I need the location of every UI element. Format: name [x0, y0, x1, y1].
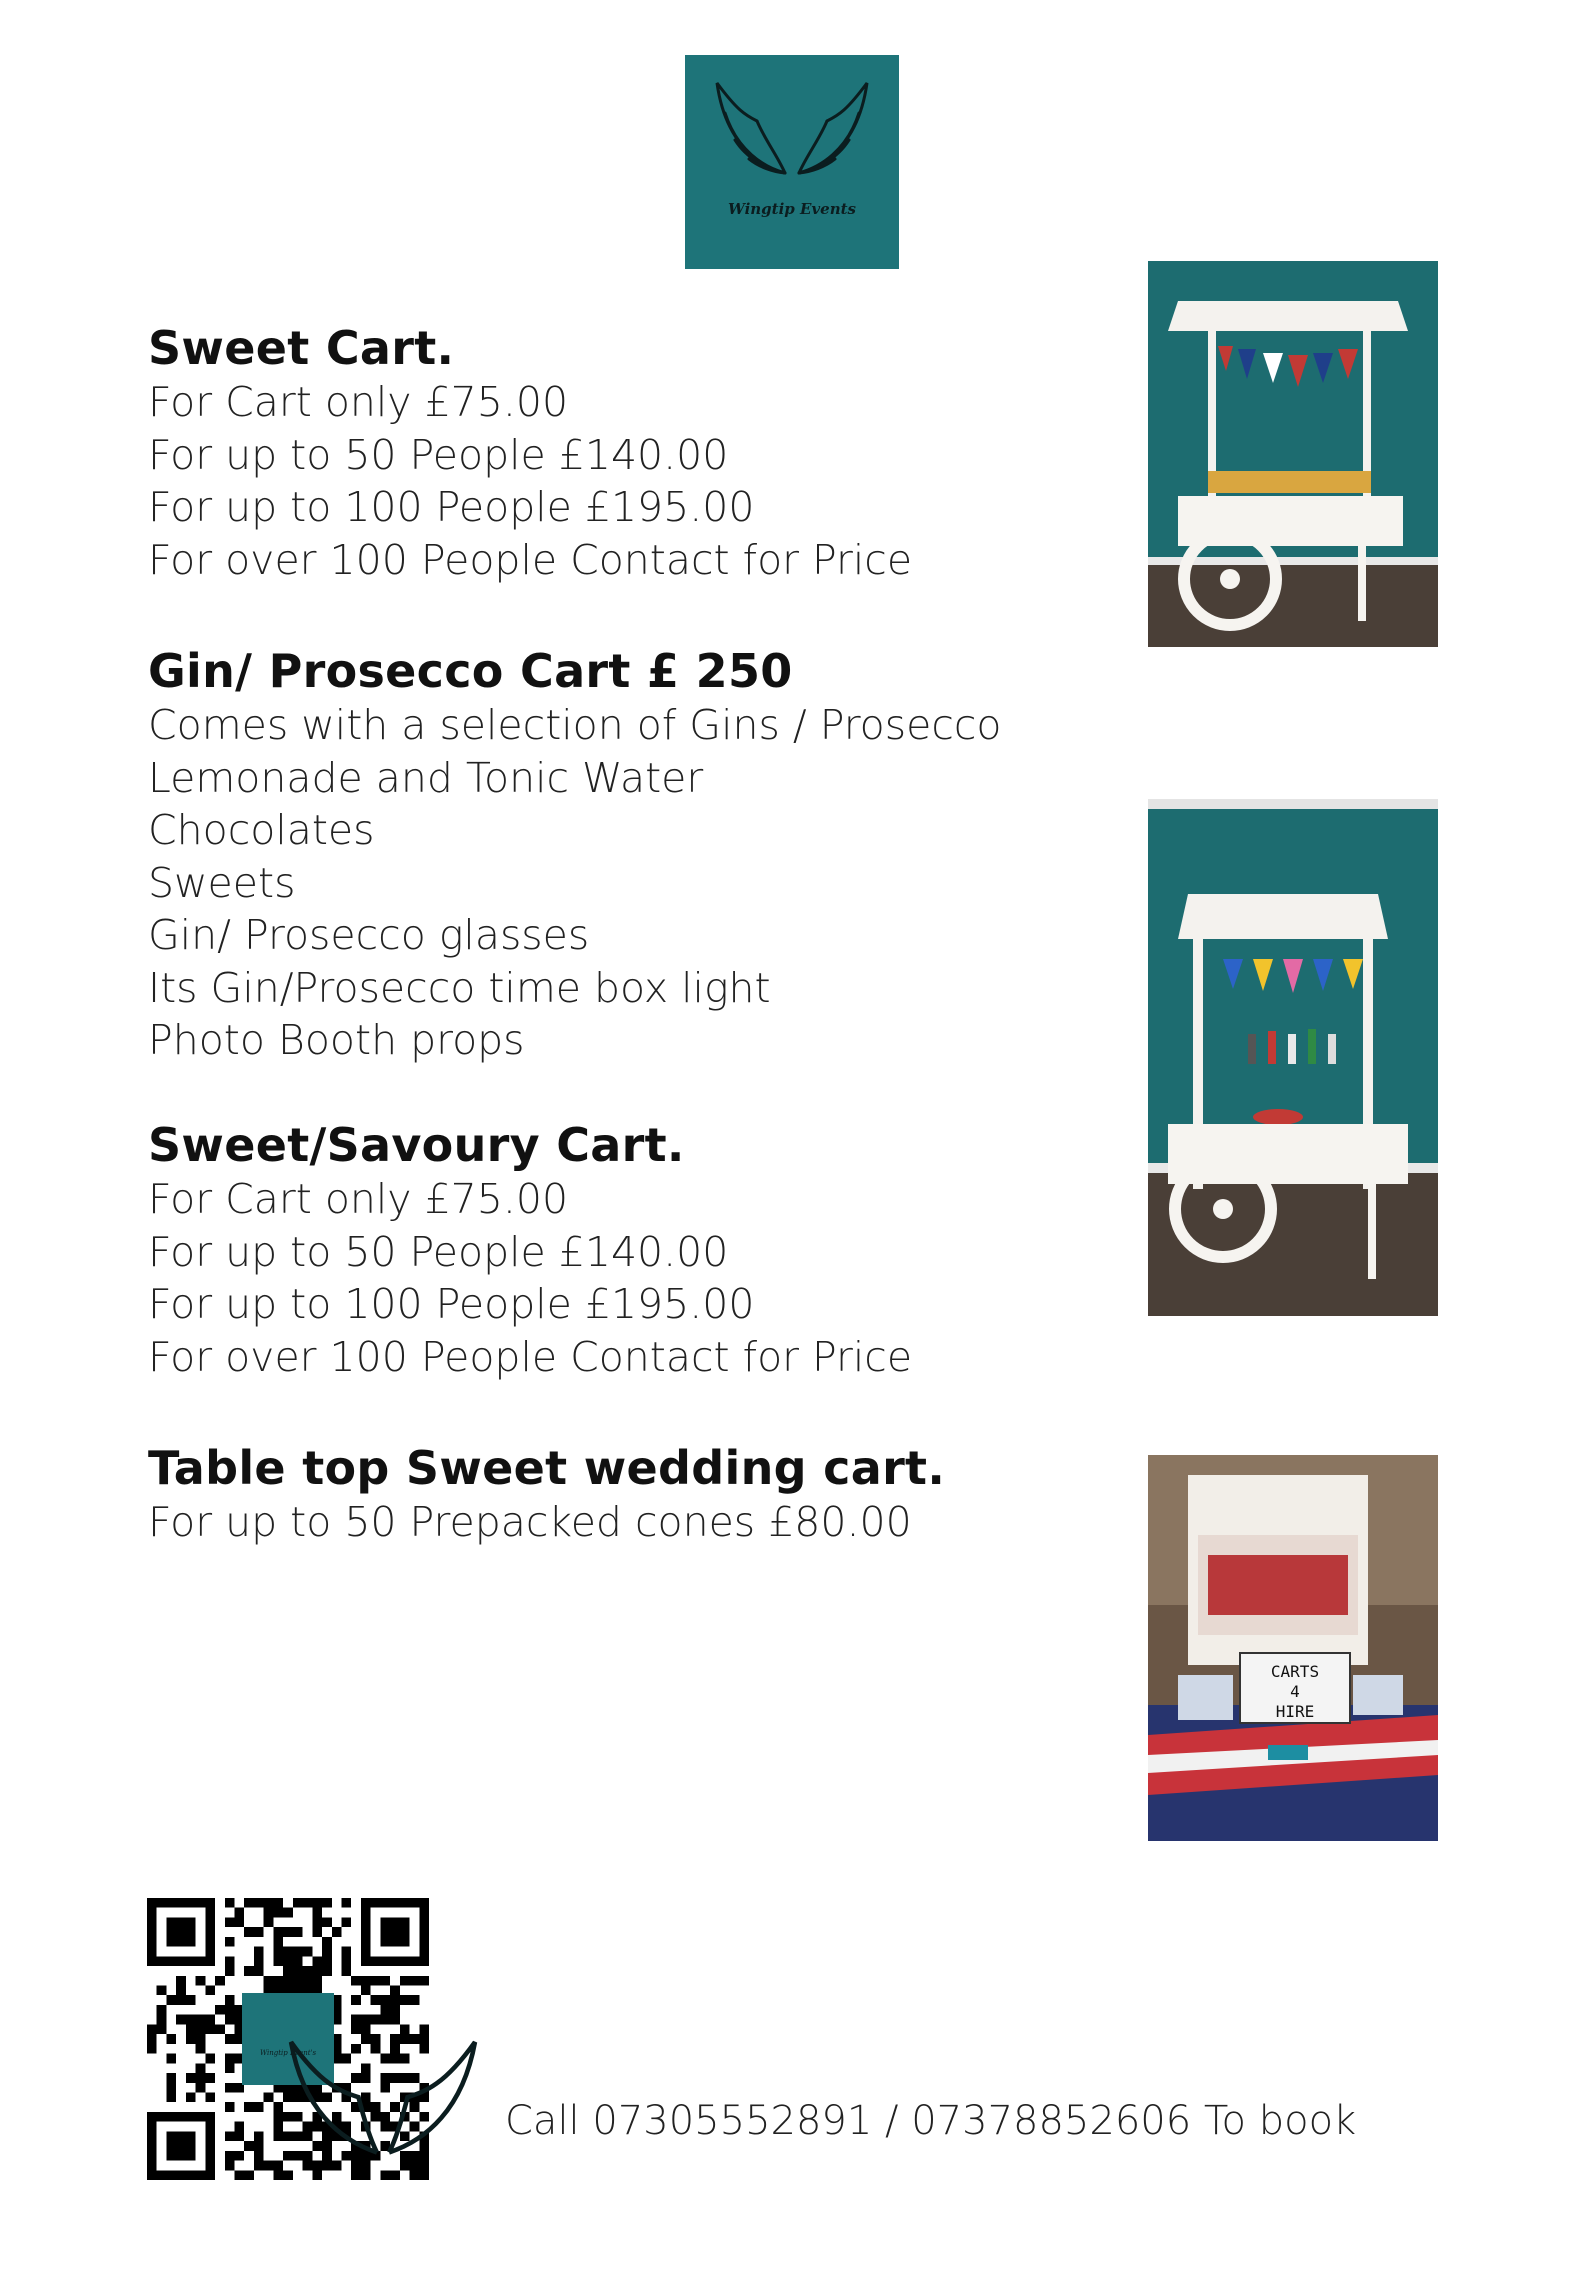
- section-title: Sweet/Savoury Cart.: [148, 1118, 685, 1172]
- qr-code[interactable]: [147, 1898, 429, 2180]
- section-title: Sweet Cart.: [148, 321, 455, 375]
- feature-line: Comes with a selection of Gins / Prosecco: [148, 701, 1002, 749]
- section-title: Gin/ Prosecco Cart £ 250: [148, 644, 793, 698]
- section-title: Table top Sweet wedding cart.: [148, 1441, 946, 1495]
- angel-wings-icon: [685, 55, 899, 269]
- price-line: For over 100 People Contact for Price: [148, 535, 913, 584]
- price-line: For up to 50 Prepacked cones £80.00: [148, 1498, 912, 1546]
- gin-prosecco-cart-section: [148, 643, 1002, 1067]
- angel-wings-icon: [242, 1993, 524, 2275]
- sweet-cart-photo: [1148, 261, 1438, 647]
- logo-brand-text: Wingtip Events: [728, 200, 856, 218]
- feature-line: Photo Booth props: [148, 1016, 525, 1064]
- qr-logo: [242, 1993, 334, 2085]
- sweet-savoury-cart-section: [148, 1117, 912, 1383]
- price-line: For up to 50 People £140.00: [148, 430, 729, 479]
- feature-line: Gin/ Prosecco glasses: [148, 911, 590, 959]
- price-line: For up to 100 People £195.00: [148, 1280, 755, 1328]
- feature-line: Its Gin/Prosecco time box light: [148, 963, 771, 1012]
- price-line: For Cart only £75.00: [148, 378, 569, 426]
- brand-logo: [685, 55, 899, 269]
- price-line: For up to 100 People £195.00: [148, 483, 755, 531]
- qr-brand-text: Wingtip Event's: [259, 2049, 317, 2057]
- table-top-cart-section: [148, 1440, 945, 1549]
- table-top-cart-photo: [1148, 1455, 1438, 1841]
- sweet-cart-section: [148, 320, 912, 586]
- svg-text:4: 4: [1290, 1682, 1300, 1701]
- price-line: For up to 50 People £140.00: [148, 1227, 729, 1276]
- gin-cart-photo: [1148, 799, 1438, 1316]
- price-line: For Cart only £75.00: [148, 1175, 569, 1223]
- feature-line: Sweets: [148, 858, 296, 907]
- svg-text:HIRE: HIRE: [1275, 1702, 1315, 1721]
- lightbox-text: CARTS: [1270, 1662, 1320, 1681]
- feature-line: Chocolates: [148, 806, 375, 854]
- price-line: For over 100 People Contact for Price: [148, 1332, 913, 1381]
- feature-line: Lemonade and Tonic Water: [148, 753, 704, 802]
- contact-text: Call 07305552891 / 07378852606 To book: [505, 2098, 1357, 2144]
